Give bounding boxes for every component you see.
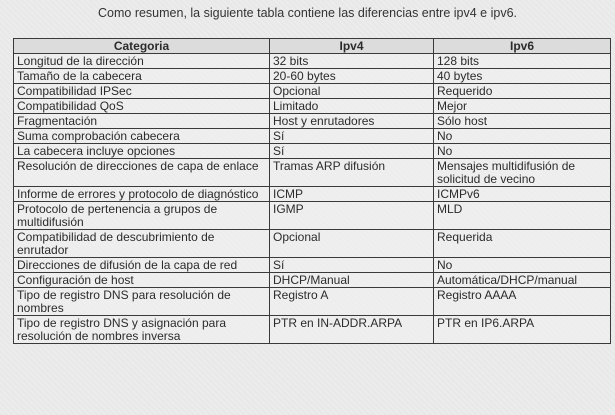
header-categoria: Categoria bbox=[14, 39, 270, 54]
cell-category: Compatibilidad QoS bbox=[14, 99, 270, 114]
cell-category: Tipo de registro DNS para resolución de nombres bbox=[14, 288, 270, 316]
table-row bbox=[14, 99, 611, 114]
table-row bbox=[14, 129, 611, 144]
header-ipv4: Ipv4 bbox=[270, 39, 434, 54]
cell-ipv4: Sí bbox=[270, 129, 434, 144]
cell-ipv4: 20-60 bytes bbox=[270, 69, 434, 84]
table-row bbox=[14, 69, 611, 84]
table-row bbox=[14, 258, 611, 273]
cell-ipv6: 40 bytes bbox=[434, 69, 611, 84]
intro-text: Como resumen, la siguiente tabla contiene las diferencias entre ipv4 e ipv6. bbox=[98, 6, 517, 20]
cell-ipv4: Registro A bbox=[270, 288, 434, 316]
table-row bbox=[14, 114, 611, 129]
table-row bbox=[14, 202, 611, 230]
table-row bbox=[14, 187, 611, 202]
cell-ipv6: Requerida bbox=[434, 230, 611, 258]
table-row bbox=[14, 144, 611, 159]
cell-ipv4: 32 bits bbox=[270, 54, 434, 69]
cell-ipv4: DHCP/Manual bbox=[270, 273, 434, 288]
table-row bbox=[14, 54, 611, 69]
cell-category: Compatibilidad IPSec bbox=[14, 84, 270, 99]
cell-category: Resolución de direcciones de capa de enlace bbox=[14, 159, 270, 187]
cell-ipv6: Mensajes multidifusión de solicitud de vecino bbox=[434, 159, 611, 187]
cell-ipv6: MLD bbox=[434, 202, 611, 230]
cell-ipv4: PTR en IN-ADDR.ARPA bbox=[270, 316, 434, 344]
table-row bbox=[14, 288, 611, 316]
cell-category: Suma comprobación cabecera bbox=[14, 129, 270, 144]
table-row bbox=[14, 84, 611, 99]
cell-ipv6: Requerido bbox=[434, 84, 611, 99]
cell-ipv4: ICMP bbox=[270, 187, 434, 202]
cell-ipv6: No bbox=[434, 129, 611, 144]
cell-category: Direcciones de difusión de la capa de red bbox=[14, 258, 270, 273]
cell-ipv4: Opcional bbox=[270, 230, 434, 258]
cell-ipv4: Sí bbox=[270, 144, 434, 159]
cell-ipv6: No bbox=[434, 144, 611, 159]
table-row bbox=[14, 230, 611, 258]
cell-category: La cabecera incluye opciones bbox=[14, 144, 270, 159]
cell-category: Tipo de registro DNS y asignación para resolución de nombres inversa bbox=[14, 316, 270, 344]
cell-ipv6: No bbox=[434, 258, 611, 273]
cell-ipv6: Registro AAAA bbox=[434, 288, 611, 316]
cell-ipv4: IGMP bbox=[270, 202, 434, 230]
table-row bbox=[14, 316, 611, 344]
cell-ipv4: Opcional bbox=[270, 84, 434, 99]
cell-ipv6: 128 bits bbox=[434, 54, 611, 69]
table-header-row bbox=[14, 39, 611, 54]
cell-ipv4: Host y enrutadores bbox=[270, 114, 434, 129]
cell-category: Informe de errores y protocolo de diagnóstico bbox=[14, 187, 270, 202]
cell-ipv6: Sólo host bbox=[434, 114, 611, 129]
ipv4-ipv6-comparison-table bbox=[13, 38, 611, 344]
header-ipv6: Ipv6 bbox=[434, 39, 611, 54]
cell-category: Compatibilidad de descubrimiento de enrutador bbox=[14, 230, 270, 258]
cell-category: Protocolo de pertenencia a grupos de multidifusión bbox=[14, 202, 270, 230]
cell-category: Fragmentación bbox=[14, 114, 270, 129]
cell-category: Longitud de la dirección bbox=[14, 54, 270, 69]
cell-category: Tamaño de la cabecera bbox=[14, 69, 270, 84]
table-row bbox=[14, 273, 611, 288]
cell-ipv6: Mejor bbox=[434, 99, 611, 114]
cell-ipv6: PTR en IP6.ARPA bbox=[434, 316, 611, 344]
table-row bbox=[14, 159, 611, 187]
cell-ipv4: Sí bbox=[270, 258, 434, 273]
cell-ipv4: Tramas ARP difusión bbox=[270, 159, 434, 187]
cell-category: Configuración de host bbox=[14, 273, 270, 288]
cell-ipv6: ICMPv6 bbox=[434, 187, 611, 202]
cell-ipv4: Limitado bbox=[270, 99, 434, 114]
cell-ipv6: Automática/DHCP/manual bbox=[434, 273, 611, 288]
